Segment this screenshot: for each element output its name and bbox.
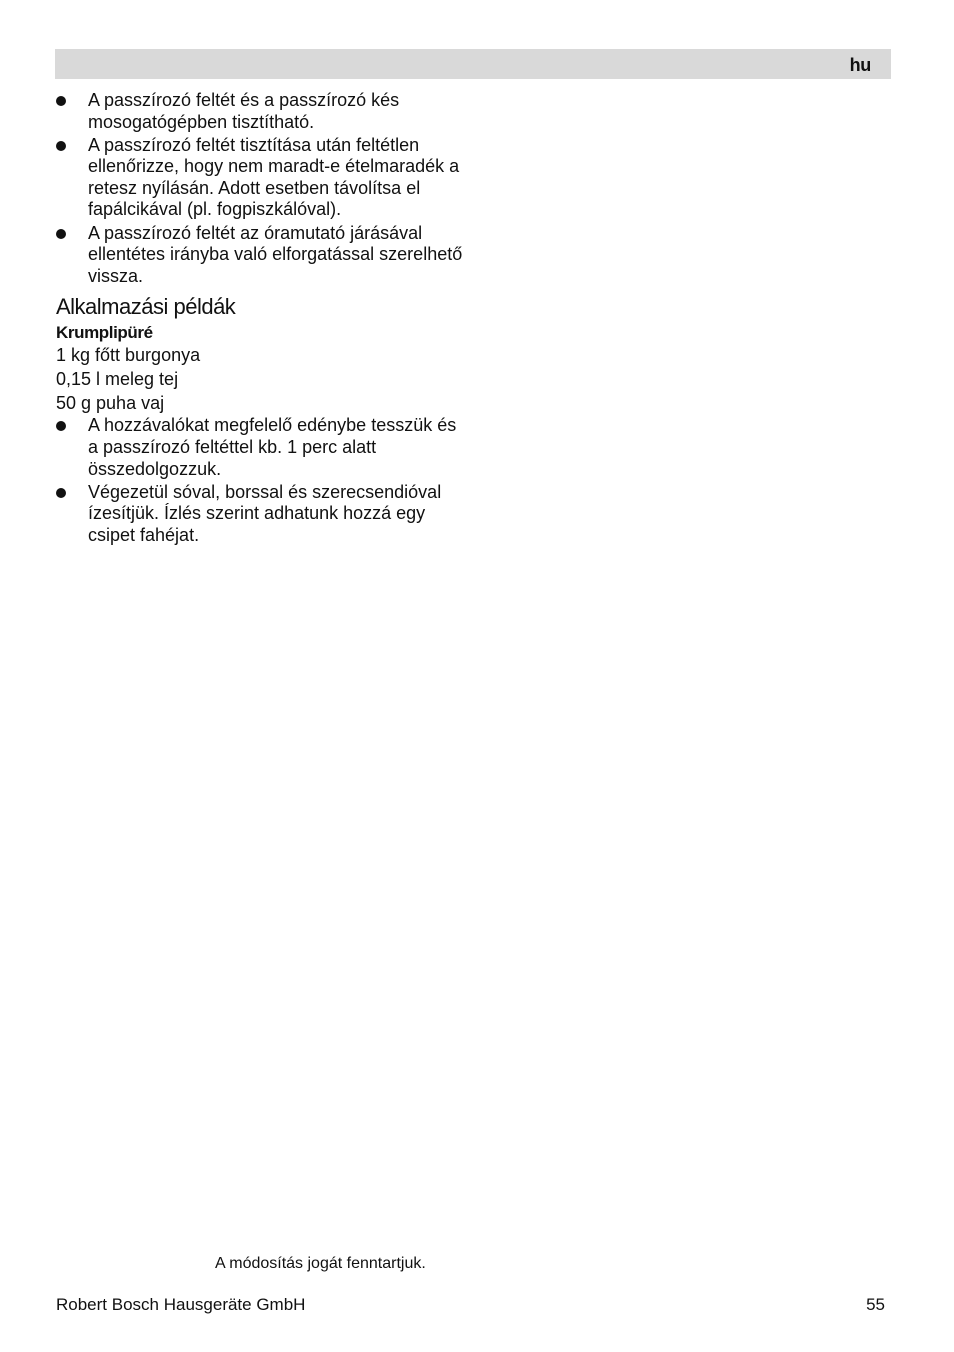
footer-company: Robert Bosch Hausgeräte GmbH [56, 1295, 306, 1314]
ingredient-item: 1 kg főtt burgonya [56, 345, 201, 366]
language-tag: hu [849, 55, 871, 75]
list-item [56, 135, 466, 221]
list-item-text: A passzírozó feltét és a passzírozó kés mosogatógépben tisztítható. [88, 90, 400, 132]
list-item-text: A passzírozó feltét tisztítása után feltétlen ellenőrizze, hogy nem maradt-e ételmaradék a retesz nyílásán. Adott esetben távolítsa el fapálcikával (pl. fogpiszkálóval). [88, 134, 460, 220]
section-title: Alkalmazási példák [56, 294, 236, 320]
bullet-icon [56, 141, 66, 151]
list-item [56, 415, 466, 480]
list-item-text: A hozzávalókat megfelelő edénybe tesszük és a passzírozó feltéttel kb. 1 perc alatt összedolgozzuk. [88, 415, 457, 479]
list-item-text: Végezetül sóval, borssal és szerecsendióval ízesítjük. Ízlés szerint adhatunk hozzá egy csipet fahéjat. [88, 481, 442, 545]
cleaning-instructions-list [56, 90, 466, 287]
ingredient-list [56, 343, 466, 415]
page-content [56, 90, 466, 548]
bullet-icon [56, 488, 66, 498]
ingredient-item: 50 g puha vaj [56, 393, 165, 414]
recipe-title: Krumplipüré [56, 323, 153, 343]
page-number: 55 [866, 1295, 885, 1314]
modification-note: A módosítás jogát fenntartjuk. [215, 1255, 426, 1272]
bullet-icon [56, 96, 66, 106]
list-item [56, 482, 466, 547]
list-item [56, 223, 466, 288]
bullet-icon [56, 229, 66, 239]
bullet-icon [56, 421, 66, 431]
recipe-steps-list [56, 415, 466, 546]
ingredient-item: 0,15 l meleg tej [56, 369, 179, 390]
list-item-text: A passzírozó feltét az óramutató járásával ellentétes irányba való elforgatással szerelhető vissza. [88, 222, 463, 286]
list-item [56, 90, 466, 133]
header-bar [55, 49, 891, 79]
